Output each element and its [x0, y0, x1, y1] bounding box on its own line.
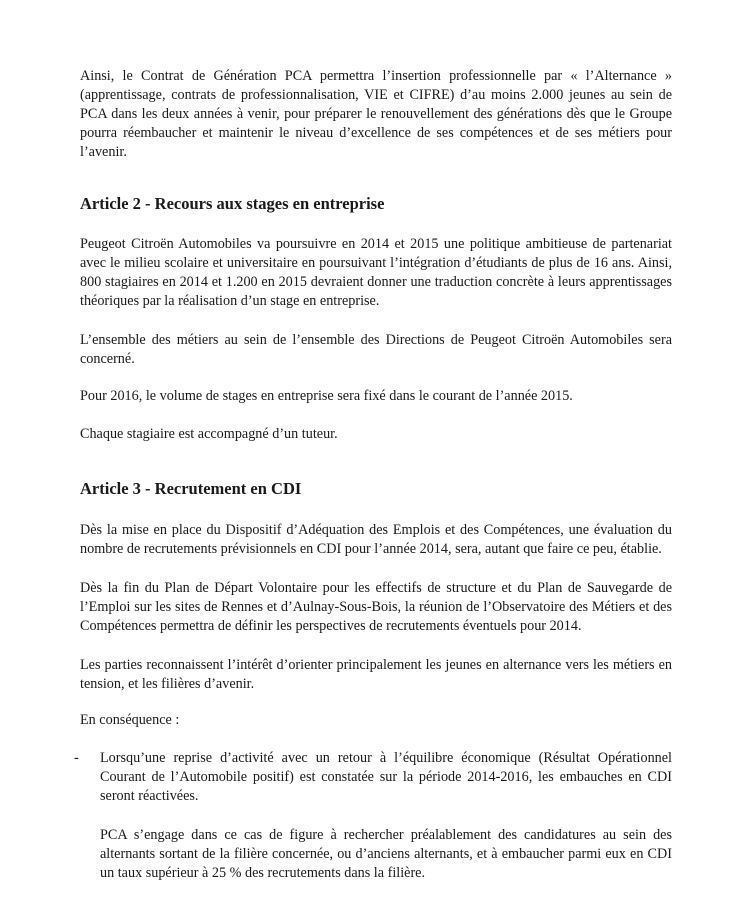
- article-2-paragraph-3: Pour 2016, le volume de stages en entreprise sera fixé dans le courant de l’année 2015.: [80, 388, 573, 404]
- article-2-heading: Article 2 - Recours aux stages en entreprise: [80, 194, 385, 213]
- article-3-heading: Article 3 - Recrutement en CDI: [80, 479, 302, 498]
- article-3-paragraph-4: En conséquence :: [80, 712, 180, 728]
- bullet-followup-paragraph: PCA s’engage dans ce cas de figure à rechercher préalablement des candidatures au sein des alternants sortant de la filière concernée, ou d’anciens alternants, et à embaucher parmi eux en CDI un taux supérieur à 25 % des recrutements dans la filière.: [100, 827, 672, 881]
- article-3-paragraph-1: Dès la mise en place du Dispositif d’Adéquation des Emplois et des Compétences, une évaluation du nombre de recrutements prévisionnels en CDI pour l’année 2014, sera, autant que faire ce peu, établie.: [80, 522, 672, 557]
- intro-paragraph: Ainsi, le Contrat de Génération PCA permettra l’insertion professionnelle par « l’Alternance » (apprentissage, contrats de professionnalisation, VIE et CIFRE) d’au moins 2.000 jeunes au sein de PCA dans les deux années à venir, pour préparer le renouvellement des générations dès que le Groupe pourra réembaucher et maintenir le niveau d’excellence de ses compétences et de ses métiers pour l’avenir.: [80, 68, 672, 160]
- bullet-text: Lorsqu’une reprise d’activité avec un retour à l’équilibre économique (Résultat Opérationnel Courant de l’Automobile positif) est constatée sur la période 2014-2016, les embauches en CDI seront réactivées.: [100, 750, 672, 804]
- article-3-paragraph-2: Dès la fin du Plan de Départ Volontaire pour les effectifs de structure et du Plan de Sauvegarde de l’Emploi sur les sites de Rennes et d’Aulnay-Sous-Bois, la réunion de l’Observatoire des Métiers et des Compétences permettra de définir les perspectives de recrutements éventuels pour 2014.: [80, 580, 672, 634]
- article-2-paragraph-4: Chaque stagiaire est accompagné d’un tuteur.: [80, 426, 338, 442]
- article-2-paragraph-1: Peugeot Citroën Automobiles va poursuivre en 2014 et 2015 une politique ambitieuse de partenariat avec le milieu scolaire et universitaire en poursuivant l’intégration d’étudiants de plus de 16 ans. Ainsi, 800 stagiaires en 2014 et 1.200 en 2015 devraient donner une traduction concrète à leurs apprentissages théoriques par la réalisation d’un stage en entreprise.: [80, 236, 672, 309]
- article-2-paragraph-2: L’ensemble des métiers au sein de l’ensemble des Directions de Peugeot Citroën Automobiles sera concerné.: [80, 332, 672, 367]
- bullet-dash: -: [74, 750, 79, 766]
- article-3-paragraph-3: Les parties reconnaissent l’intérêt d’orienter principalement les jeunes en alternance vers les métiers en tension, et les filières d’avenir.: [80, 657, 672, 692]
